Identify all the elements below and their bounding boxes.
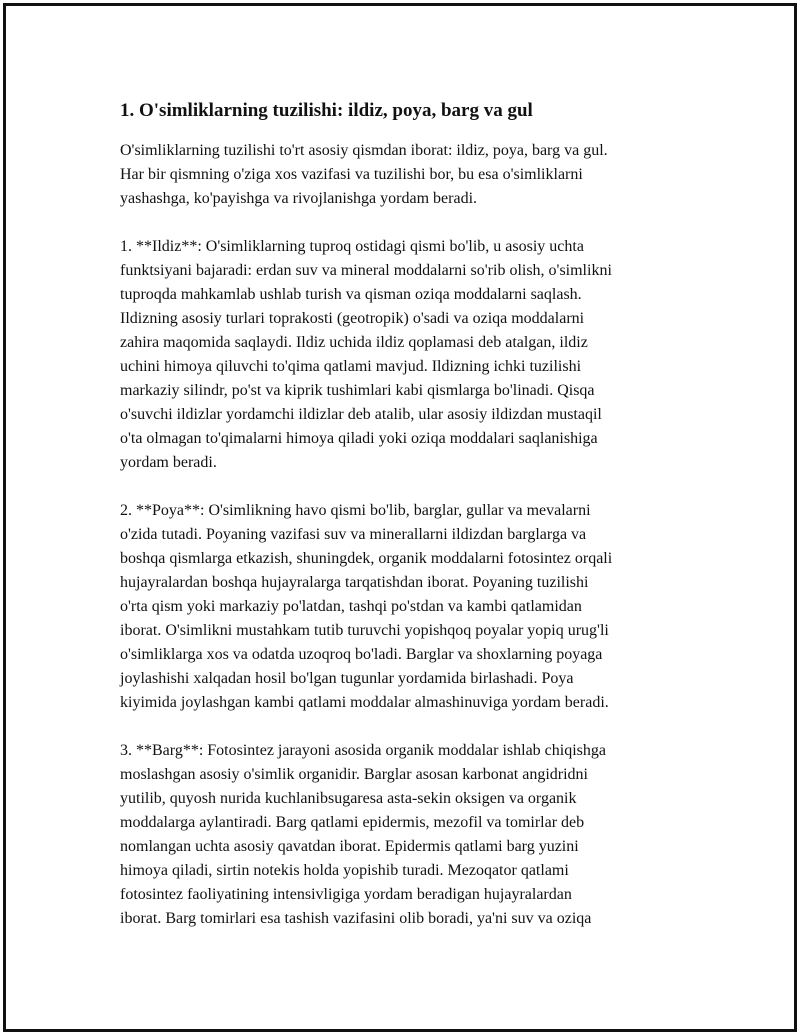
intro-paragraph: O'simliklarning tuzilishi to'rt asosiy qismdan iborat: ildiz, poya, barg va gul. Har bir qismning o'ziga xos vazifasi va tuzilishi bor, bu esa o'simliklarni yashashga, ko'payishga va rivojlanishga yordam beradi. — [120, 142, 608, 207]
document-body — [120, 96, 692, 955]
leaf-paragraph: 3. **Barg**: Fotosintez jarayoni asosida organik moddalar ishlab chiqishga moslashgan asosiy o'simlik organidir. Barglar asosan karbonat angidridni yutilib, quyosh nurida kuchlanibsugaresa asta-sekin oksigen va organik moddalarga aylantiradi. Barg qatlami epidermis, mezofil va tomirlar deb nomlangan uchta asosiy qavatdan iborat. Epidermis qatlami barg yuzini himoya qiladi, sirtin notekis holda yopishib turadi. Mezoqator qatlami fotosintez faoliyatining intensivligiga yordam beradigan hujayralardan iborat. Barg tomirlari esa tashish vazifasini olib boradi, ya'ni suv va oziqa — [120, 742, 606, 927]
page-frame — [3, 3, 797, 1032]
document-title: 1. O'simliklarning tuzilishi: ildiz, poya, barg va gul — [120, 100, 533, 121]
root-paragraph: 1. **Ildiz**: O'simliklarning tuproq ostidagi qismi bo'lib, u asosiy uchta funktsiyani bajaradi: erdan suv va mineral moddalarni so'rib olish, o'simlikni tuproqda mahkamlab ushlab turish va qisman oziqa moddalarni saqlash. Ildizning asosiy turlari toprakosti (geotropik) o'sadi va oziqa moddalarni zahira maqomida saqlaydi. Ildiz uchida ildiz qoplamasi deb atalgan, ildiz uchini himoya qiluvchi to'qima qatlami mavjud. Ildizning ichki tuzilishi markaziy silindr, po'st va kiprik tushimlari kabi qismlarga bo'linadi. Qisqa o'suvchi ildizlar yordamchi ildizlar deb atalib, ular asosiy ildizdan mustaqil o'ta olmagan to'qimalarni himoya qiladi yoki oziqa moddalari saqlanishiga yordam beradi. — [120, 238, 612, 471]
stem-paragraph: 2. **Poya**: O'simlikning havo qismi bo'lib, barglar, gullar va mevalarni o'zida tutadi. Poyaning vazifasi suv va minerallarni ildizdan barglarga va boshqa qismlarga etkazish, shuningdek, organik moddalarni fotosintez orqali hujayralardan boshqa hujayralarga tarqatishdan iborat. Poyaning tuzilishi o'rta qism yoki markaziy po'latdan, tashqi po'stdan va kambi qatlamidan iborat. O'simlikni mustahkam tutib turuvchi yopishqoq poyalar yopiq urug'li o'simliklarga xos va odatda uzoqroq bo'ladi. Barglar va shoxlarning poyaga joylashishi xalqadan hosil bo'lgan tugunlar yordamida birlashadi. Poya kiyimida joylashgan kambi qatlami moddalar almashinuviga yordam beradi. — [120, 502, 613, 711]
